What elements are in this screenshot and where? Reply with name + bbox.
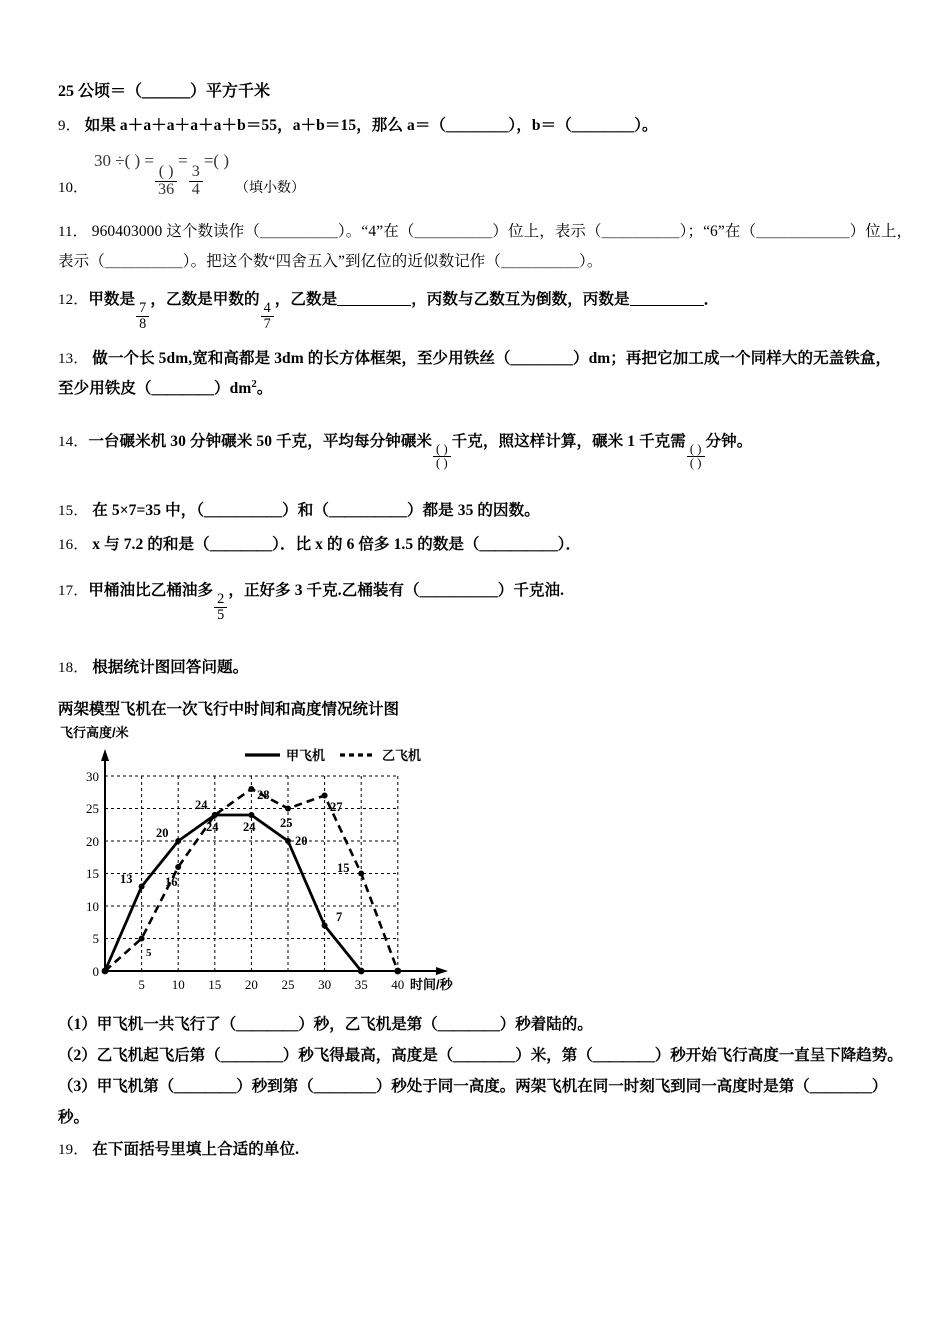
q12-seg-4: ，丙数与乙数互为倒数，丙数是 <box>411 291 630 309</box>
question-12 <box>58 285 918 332</box>
ytick-30: 30 <box>86 769 99 785</box>
q10-equals-2: =( ) <box>203 151 229 171</box>
q17-seg-2: ，正好多 3 千克.乙桶装有（＿＿＿＿＿）千克油. <box>228 582 565 600</box>
question-19-text: 在下面括号里填上合适的单位. <box>92 1141 300 1159</box>
xtick-15: 15 <box>208 977 222 993</box>
question-10-note: （填小数） <box>235 180 305 196</box>
jia-point-30 <box>322 923 328 929</box>
question-15-number: 15． <box>58 502 89 519</box>
label-yi-28: 28 <box>257 788 270 803</box>
question-9 <box>58 111 918 141</box>
flight-altitude-chart <box>58 723 458 995</box>
yi-point-5 <box>139 936 145 942</box>
label-jia-20: 20 <box>156 826 169 841</box>
q12-blank-2[interactable] <box>630 291 704 307</box>
question-11-line-1: 960403000 这个数读作（＿＿＿＿＿）。“4”在（＿＿＿＿＿）位上，表示（＿＿＿＿＿）；“6”在（＿＿＿＿＿＿）位上， <box>91 222 913 240</box>
q12-blank-1[interactable] <box>337 291 411 307</box>
question-13-number: 13． <box>58 351 89 368</box>
question-15 <box>58 496 918 526</box>
top-line: 25 公顷＝（＿＿＿）平方千米 <box>58 83 271 100</box>
ytick-15: 15 <box>86 866 99 882</box>
q17-frac-numerator: 2 <box>217 590 225 607</box>
q10-frac1-numerator: ( ) <box>158 162 174 180</box>
q14-frac1-denominator: ( ) <box>433 456 451 470</box>
yi-point-20 <box>248 786 254 792</box>
jia-point-25 <box>285 838 291 844</box>
xtick-25: 25 <box>281 977 295 993</box>
q12-frac1-denominator: 8 <box>136 316 149 332</box>
q12-fraction-2 <box>261 301 274 332</box>
legend-label-jia: 甲飞机 <box>286 748 326 764</box>
q14-fraction-2 <box>687 443 705 470</box>
q14-frac2-denominator: ( ) <box>687 456 705 470</box>
sub-question-3-label: （3） <box>58 1078 97 1096</box>
legend-label-yi: 乙飞机 <box>382 748 422 764</box>
q12-fraction-1 <box>136 301 149 332</box>
chart-gridlines <box>105 776 398 971</box>
label-jia-13: 13 <box>120 872 133 887</box>
chart-title: 两架模型飞机在一次飞行中时间和高度情况统计图 <box>58 701 400 719</box>
jia-point-35 <box>358 968 365 975</box>
label-yi-15: 15 <box>337 861 350 876</box>
q12-seg-5: ． <box>703 291 720 309</box>
q10-prefix: 30 ÷( ) = <box>94 151 155 171</box>
chart-svg <box>58 723 458 995</box>
q12-frac2-denominator: 7 <box>261 316 274 332</box>
q17-fraction <box>214 592 227 623</box>
jia-point-20 <box>248 812 254 818</box>
chart-y-axis-arrow <box>101 749 109 761</box>
yi-point-10 <box>175 864 181 870</box>
question-18-number: 18． <box>58 659 89 676</box>
question-18 <box>58 653 918 683</box>
q17-frac-denominator: 5 <box>214 607 227 623</box>
question-9-number: 9． <box>58 118 81 134</box>
yi-point-30 <box>322 793 328 799</box>
q10-frac2-numerator: 3 <box>191 162 200 180</box>
sub-question-2-text: 乙飞机起飞后第（＿＿＿＿）秒飞得最高，高度是（＿＿＿＿）米，第（＿＿＿＿）秒开始飞行高度一直呈下降趋势。 <box>96 1047 903 1065</box>
sub-question-3-text: 甲飞机第（＿＿＿＿）秒到第（＿＿＿＿）秒处于同一高度。两架飞机在同一时刻飞到同一高度时是第（＿＿＿＿）秒。 <box>58 1078 888 1127</box>
label-yi-16: 16 <box>165 875 178 890</box>
jia-point-0 <box>102 968 109 975</box>
xtick-40: 40 <box>391 977 405 993</box>
chart-y-ticklabels <box>86 769 99 979</box>
label-yi-27: 27 <box>330 800 343 815</box>
q14-seg-2: 千克，照这样计算，碾米 1 千克需 <box>451 432 686 450</box>
label-jia-7: 7 <box>336 910 343 925</box>
q14-frac1-numerator: ( ) <box>436 441 448 456</box>
ytick-10: 10 <box>86 899 99 915</box>
xtick-10: 10 <box>171 977 185 993</box>
xtick-35: 35 <box>354 977 368 993</box>
question-13-superscript: 2 <box>251 378 257 391</box>
q14-fraction-1 <box>433 443 451 470</box>
question-13 <box>58 344 918 405</box>
yi-point-25 <box>285 806 291 812</box>
worksheet-content <box>58 78 918 1169</box>
q10-fraction-2 <box>189 164 203 199</box>
question-10-expression <box>94 151 229 199</box>
q10-frac2-denominator: 4 <box>189 181 203 199</box>
question-16-number: 16． <box>58 536 89 553</box>
ytick-20: 20 <box>86 834 99 850</box>
chart-ylabel: 飞行高度/米 <box>60 725 129 741</box>
q12-frac2-numerator: 4 <box>263 300 271 317</box>
label-yi-25: 25 <box>280 816 293 831</box>
xtick-30: 30 <box>318 977 332 993</box>
question-11-number: 11． <box>58 223 88 240</box>
sub-question-1 <box>58 1009 918 1040</box>
question-19-number: 19． <box>58 1142 89 1159</box>
question-14-number: 14． <box>58 433 89 450</box>
chart-x-ticklabels <box>138 977 404 992</box>
question-16 <box>58 530 918 560</box>
question-17-number: 17． <box>58 583 89 600</box>
xtick-20: 20 <box>244 977 258 993</box>
question-17 <box>58 576 918 623</box>
question-13-line-1: 做一个长 5dm,宽和高都是 3dm 的长方体框架，至少用铁丝（＿＿＿＿）dm；再把它加工成一个同样大的无盖铁盒， <box>92 350 892 368</box>
question-10-number: 10． <box>58 179 89 196</box>
jia-point-15 <box>212 812 218 818</box>
question-18-text: 根据统计图回答问题。 <box>92 658 249 676</box>
question-16-text: x 与 7.2 的和是（＿＿＿＿）．比 x 的 6 倍多 1.5 的数是（＿＿＿＿＿）． <box>92 535 582 553</box>
sub-question-1-label: （1） <box>58 1016 97 1034</box>
q10-frac1-denominator: 36 <box>155 181 177 199</box>
yi-point-35 <box>358 871 364 877</box>
question-13-line-2b: 。 <box>256 380 273 398</box>
jia-point-5 <box>139 884 145 890</box>
label-jia-24b: 24 <box>243 820 256 835</box>
jia-point-10 <box>175 838 181 844</box>
yi-point-40 <box>394 968 401 975</box>
label-yi-24: 24 <box>206 820 219 835</box>
q12-seg-3: ，乙数是 <box>274 291 338 309</box>
sub-question-1-text: 甲飞机一共飞行了（＿＿＿＿）秒，乙飞机是第（＿＿＿＿）秒着陆的。 <box>96 1016 593 1034</box>
label-yi-5: 5 <box>146 947 152 960</box>
question-14 <box>58 427 918 470</box>
ytick-5: 5 <box>92 931 99 947</box>
label-jia-24a: 24 <box>195 798 208 813</box>
sub-question-3 <box>58 1071 918 1133</box>
q10-equals-1: = <box>178 151 188 171</box>
series-jia-points <box>102 812 365 974</box>
q14-seg-3: 分钟。 <box>705 432 753 450</box>
q14-frac2-numerator: ( ) <box>689 441 702 456</box>
chart-legend <box>245 748 421 763</box>
chart-xlabel: 时间/秒 <box>410 977 453 993</box>
question-12-number: 12． <box>58 292 89 309</box>
label-jia-20b: 20 <box>295 834 308 849</box>
q12-frac1-numerator: 7 <box>139 300 147 317</box>
question-19 <box>58 1135 918 1165</box>
question-11 <box>58 217 918 277</box>
ytick-0: 0 <box>92 964 99 980</box>
question-11-line-2: 表示（＿＿＿＿＿）。把这个数“四舍五入”到亿位的近似数记作（＿＿＿＿＿）。 <box>58 253 603 271</box>
question-13-line-2a: 至少用铁皮（＿＿＿＿）dm <box>58 380 252 398</box>
series-jia-line <box>105 815 361 971</box>
q17-seg-1: 甲桶油比乙桶油多 <box>88 582 214 600</box>
chart-x-axis-arrow <box>436 967 448 975</box>
sub-question-2 <box>58 1040 918 1071</box>
xtick-5: 5 <box>138 977 145 993</box>
q12-seg-2: ，乙数是甲数的 <box>150 291 260 309</box>
question-9-text: 如果 a＋a＋a＋a＋a＋b＝55，a＋b＝15，那么 a＝（＿＿＿＿），b＝（＿＿＿＿）。 <box>84 117 658 134</box>
question-15-text: 在 5×7=35 中，（＿＿＿＿＿）和（＿＿＿＿＿）都是 35 的因数。 <box>92 501 540 519</box>
chart-axes <box>101 749 448 975</box>
question-10 <box>58 151 918 199</box>
ytick-25: 25 <box>86 801 99 817</box>
q12-seg-1: 甲数是 <box>88 291 136 309</box>
sub-question-2-label: （2） <box>58 1047 97 1065</box>
q10-fraction-1 <box>155 164 177 199</box>
q14-seg-1: 一台碾米机 30 分钟碾米 50 千克，平均每分钟碾米 <box>88 432 433 450</box>
